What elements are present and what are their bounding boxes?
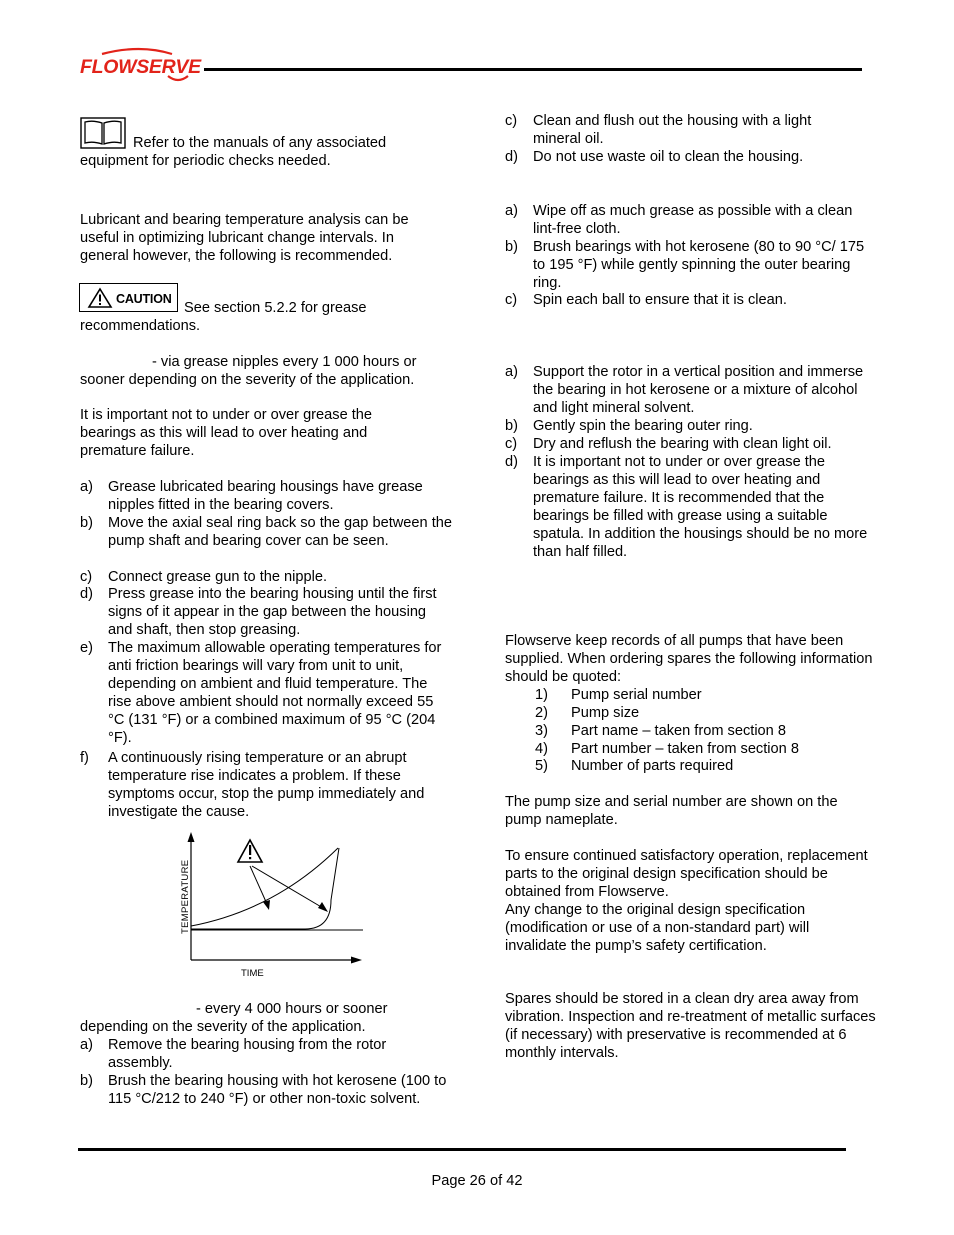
list-item: 2) Pump size xyxy=(535,705,640,721)
list-item: c) Connect grease gun to the nipple. xyxy=(80,569,328,585)
abrupt-rise-curve xyxy=(191,848,339,929)
list-item: a) Remove the bearing housing from the rotor assembly. xyxy=(80,1037,387,1071)
grease-interval-line-1: - via grease nipples every 1 000 hours or xyxy=(152,354,417,370)
list-item: 1) Pump serial number xyxy=(535,687,702,703)
x-axis-arrow xyxy=(351,957,362,964)
list-item: f) A continuously rising temperature or an abrupt temperature rise indicates a problem. If these symptoms occur, stop the pump immediately and investigate the cause. xyxy=(80,750,425,820)
list-item: e) The maximum allowable operating temperatures for anti friction bearings will vary from unit to unit, depending on ambient and fluid temperature. The rise above ambient should not normally exceed 55 °C (131 °F) or a combined maximum of 95 °C (204 °F). xyxy=(80,640,442,746)
rising-temperature-curve xyxy=(191,848,338,926)
regrease-interval-line-2: depending on the severity of the application. xyxy=(80,1019,366,1035)
y-axis-arrow xyxy=(188,832,195,842)
regrease-interval-line-1: - every 4 000 hours or sooner xyxy=(196,1001,388,1017)
records-paragraph: Flowserve keep records of all pumps that have been supplied. When ordering spares the following information should be quoted: xyxy=(505,633,873,685)
list-item: b) Brush bearings with hot kerosene (80 to 90 °C/ 175 to 195 °F) while gently spinning the outer bearing ring. xyxy=(505,239,865,291)
list-item: a) Support the rotor in a vertical position and immerse the bearing in hot kerosene or a mixture of alcohol and light mineral solvent. xyxy=(505,364,864,416)
brand-name: FLOWSERVE xyxy=(80,56,201,78)
nameplate-paragraph: The pump size and serial number are shown on the pump nameplate. xyxy=(505,794,838,828)
footer-rule xyxy=(78,1148,846,1151)
spares-storage-paragraph: Spares should be stored in a clean dry area away from vibration. Inspection and re-treatment of metallic surfaces (if necessary) with preservative is recommended at 6 monthly intervals. xyxy=(505,991,876,1061)
list-item: a) Grease lubricated bearing housings have grease nipples fitted in the bearing covers. xyxy=(80,479,423,513)
design-change-paragraph: Any change to the original design specification (modification or use of a non-standard part) will invalidate the pump’s safety certification. xyxy=(505,902,810,954)
list-item: d) Do not use waste oil to clean the housing. xyxy=(505,149,804,165)
manual-note: Refer to the manuals of any associated equipment for periodic checks needed. xyxy=(80,135,387,169)
caution-label: CAUTION xyxy=(116,292,172,306)
list-item: d) It is important not to under or over grease the bearings as this will lead to over heating and premature failure. It is recommended that the bearings be filled with grease using a suitable spatula. In addition the housings should be no more than half filled. xyxy=(505,454,868,560)
over-grease-warning: It is important not to under or over grease the bearings as this will lead to over heating and premature failure. xyxy=(80,407,373,459)
list-item: a) Wipe off as much grease as possible with a clean lint-free cloth. xyxy=(505,203,853,237)
flowserve-logo xyxy=(80,46,201,86)
x-axis-label: TIME xyxy=(241,968,264,979)
list-item: c) Dry and reflush the bearing with clean light oil. xyxy=(505,436,832,452)
grease-interval-line-2: sooner depending on the severity of the application. xyxy=(80,372,415,388)
header-rule xyxy=(204,68,862,71)
list-item: c) Clean and flush out the housing with a light mineral oil. xyxy=(505,113,812,147)
list-item: b) Move the axial seal ring back so the gap between the pump shaft and bearing cover can be seen. xyxy=(80,515,452,549)
replacement-parts-paragraph: To ensure continued satisfactory operation, replacement parts to the original design specification should be obtained from Flowserve. xyxy=(505,848,868,900)
caution-text: See section 5.2.2 for grease recommendations. xyxy=(80,300,367,334)
page-number: Page 26 of 42 xyxy=(431,1173,523,1189)
y-axis-label: TEMPERATURE xyxy=(180,859,191,934)
list-item: d) Press grease into the bearing housing until the first signs of it appear in the gap between the housing and shaft, then stop greasing. xyxy=(80,586,437,638)
list-item: c) Spin each ball to ensure that it is clean. xyxy=(505,292,787,308)
pointer-arrow-left xyxy=(250,866,267,904)
list-item: 4) Part number – taken from section 8 xyxy=(535,741,799,757)
list-item: b) Brush the bearing housing with hot kerosene (100 to 115 °C/212 to 240 °F) or other non-toxic solvent. xyxy=(80,1073,447,1107)
lubricant-analysis-paragraph: Lubricant and bearing temperature analysis can be useful in optimizing lubricant change intervals. In general however, the following is recommended. xyxy=(80,212,409,264)
list-item: b) Gently spin the bearing outer ring. xyxy=(505,418,753,434)
temperature-time-diagram xyxy=(165,830,375,978)
list-item: 5) Number of parts required xyxy=(535,758,734,774)
list-item: 3) Part name – taken from section 8 xyxy=(535,723,786,739)
